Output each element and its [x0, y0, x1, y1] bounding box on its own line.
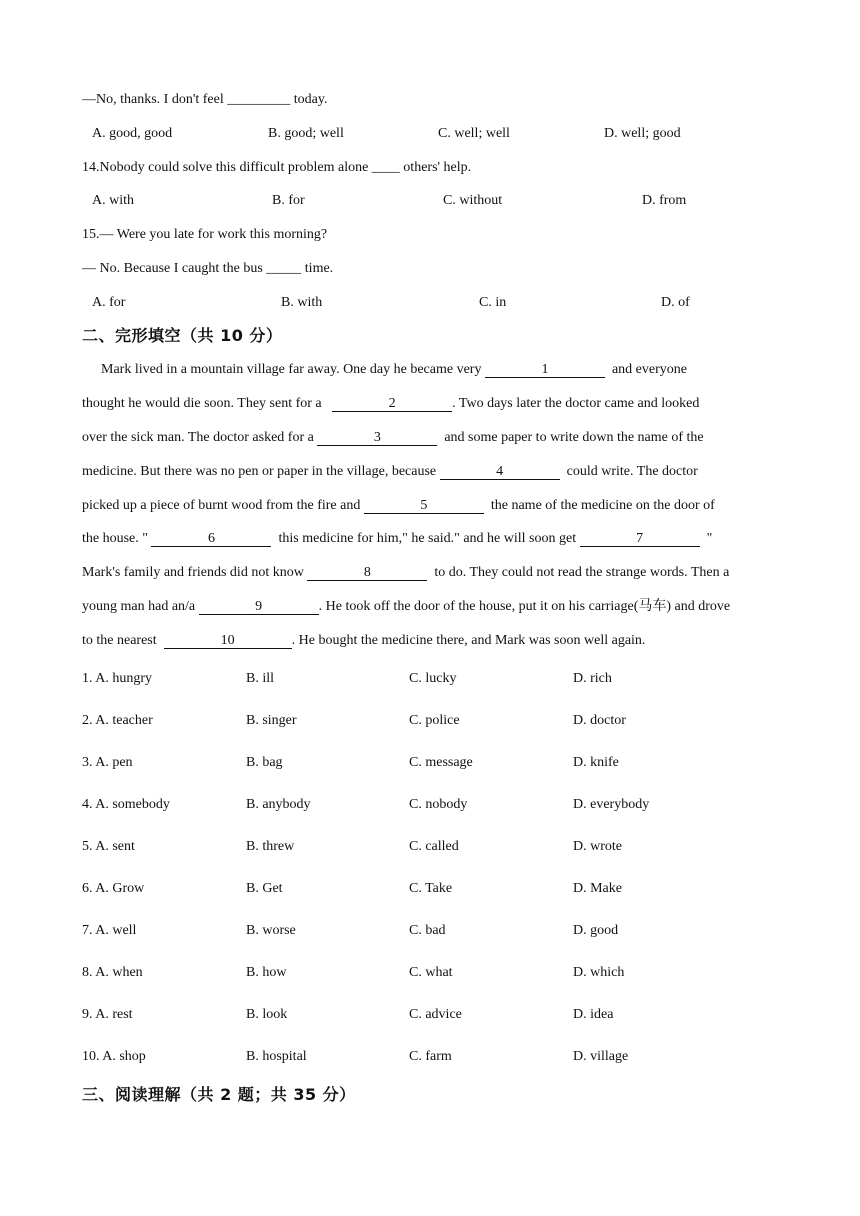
cloze-question-row — [82, 754, 782, 772]
cloze-option-b: B. worse — [246, 923, 296, 938]
option-d: D. well; good — [604, 126, 681, 141]
cloze-line — [82, 564, 782, 582]
cloze-option-d: D. good — [573, 923, 619, 938]
cloze-option-c: C. bad — [409, 923, 446, 938]
cloze-option-a: 1. A. hungry — [82, 671, 152, 686]
cloze-option-b: B. ill — [246, 671, 275, 686]
cloze-text: over the sick man. The doctor asked for a — [82, 430, 318, 445]
section-heading-reading: 三、阅读理解（共 2 题；共 35 分） — [82, 1085, 356, 1104]
cloze-option-a: 7. A. well — [82, 923, 137, 938]
cloze-text: the name of the medicine on the door of — [483, 498, 715, 513]
cloze-text: . He bought the medicine there, and Mark was soon well again. — [291, 633, 646, 648]
cloze-option-a: 5. A. sent — [82, 839, 135, 854]
cloze-option-d: D. doctor — [573, 713, 626, 728]
cloze-option-a: 8. A. when — [82, 965, 143, 980]
cloze-line — [82, 429, 782, 447]
cloze-blank: 10 — [164, 633, 292, 649]
cloze-question-row — [82, 964, 782, 982]
cloze-option-a: 6. A. Grow — [82, 881, 145, 896]
cloze-line — [82, 632, 782, 650]
cloze-line — [82, 497, 782, 515]
cloze-option-d: D. village — [573, 1049, 629, 1064]
cloze-line — [82, 598, 782, 616]
cloze-option-c: C. called — [409, 839, 459, 854]
cloze-option-a: 4. A. somebody — [82, 797, 170, 812]
cloze-option-c: C. message — [409, 755, 473, 770]
option-a: A. with — [92, 193, 134, 208]
cloze-option-d: D. knife — [573, 755, 619, 770]
question-14-stem: 14.Nobody could solve this difficult problem alone ____ others' help. — [82, 160, 472, 175]
cloze-option-d: D. wrote — [573, 839, 622, 854]
option-d: D. of — [661, 295, 690, 310]
cloze-question-row — [82, 880, 782, 898]
cloze-blank: 3 — [317, 430, 437, 446]
cloze-text: . He took off the door of the house, put it on his carriage(马车) and drove — [318, 599, 731, 614]
cloze-question-row — [82, 712, 782, 730]
cloze-text: young man had an/a — [82, 599, 199, 614]
cloze-option-c: C. Take — [409, 881, 453, 896]
cloze-option-d: D. rich — [573, 671, 612, 686]
cloze-text: Mark's family and friends did not know — [82, 565, 308, 580]
cloze-option-b: B. hospital — [246, 1049, 307, 1064]
option-a: A. good, good — [92, 126, 173, 141]
cloze-option-b: B. how — [246, 965, 287, 980]
question-15-stem: 15.— Were you late for work this morning? — [82, 227, 328, 242]
cloze-option-b: B. anybody — [246, 797, 311, 812]
cloze-option-c: C. advice — [409, 1007, 462, 1022]
option-b: B. with — [281, 295, 323, 310]
cloze-option-b: B. Get — [246, 881, 283, 896]
cloze-text: picked up a piece of burnt wood from the fire and — [82, 498, 364, 513]
cloze-question-row — [82, 838, 782, 856]
cloze-text: could write. The doctor — [559, 464, 698, 479]
option-c: C. well; well — [438, 126, 510, 141]
cloze-blank: 2 — [332, 396, 452, 412]
cloze-line — [82, 395, 782, 413]
cloze-blank: 4 — [440, 464, 560, 480]
option-b: B. for — [272, 193, 305, 208]
cloze-text: the house. " — [82, 531, 152, 546]
cloze-line — [82, 530, 782, 548]
cloze-blank: 7 — [580, 531, 700, 547]
cloze-option-b: B. threw — [246, 839, 295, 854]
question-13-options — [92, 125, 792, 143]
cloze-option-a: 2. A. teacher — [82, 713, 153, 728]
cloze-option-b: B. bag — [246, 755, 283, 770]
cloze-text: . Two days later the doctor came and looked — [452, 396, 700, 411]
cloze-option-c: C. what — [409, 965, 453, 980]
cloze-option-c: C. lucky — [409, 671, 457, 686]
cloze-question-row — [82, 1048, 782, 1066]
cloze-option-c: C. police — [409, 713, 460, 728]
cloze-text: thought he would die soon. They sent for a — [82, 396, 333, 411]
question-14-options — [92, 192, 792, 210]
cloze-option-a: 10. A. shop — [82, 1049, 146, 1064]
cloze-option-b: B. singer — [246, 713, 297, 728]
cloze-text: to do. They could not read the strange words. Then a — [427, 565, 730, 580]
cloze-text: and everyone — [604, 362, 687, 377]
cloze-blank: 6 — [151, 531, 271, 547]
option-d: D. from — [642, 193, 687, 208]
option-c: C. in — [479, 295, 507, 310]
option-a: A. for — [92, 295, 126, 310]
cloze-blank: 8 — [307, 565, 427, 581]
cloze-text: medicine. But there was no pen or paper in the village, because — [82, 464, 440, 479]
cloze-question-row — [82, 1006, 782, 1024]
cloze-option-d: D. which — [573, 965, 625, 980]
cloze-blank: 9 — [199, 599, 319, 615]
cloze-option-d: D. Make — [573, 881, 622, 896]
cloze-question-row — [82, 922, 782, 940]
cloze-line — [82, 361, 801, 379]
option-b: B. good; well — [268, 126, 344, 141]
cloze-blank: 1 — [485, 362, 605, 378]
cloze-option-d: D. idea — [573, 1007, 614, 1022]
section-heading-cloze: 二、完形填空（共 10 分） — [82, 326, 283, 345]
cloze-text: " — [699, 531, 713, 546]
cloze-text: and some paper to write down the name of the — [437, 430, 704, 445]
cloze-option-d: D. everybody — [573, 797, 650, 812]
cloze-text: Mark lived in a mountain village far away. One day he became very — [101, 362, 485, 377]
cloze-text: this medicine for him," he said." and he will soon get — [271, 531, 580, 546]
question-13-reply: —No, thanks. I don't feel _________ today. — [82, 92, 328, 107]
option-c: C. without — [443, 193, 503, 208]
cloze-text: to the nearest — [82, 633, 164, 648]
cloze-question-row — [82, 670, 782, 688]
cloze-question-row — [82, 796, 782, 814]
cloze-option-a: 3. A. pen — [82, 755, 133, 770]
question-15-reply: — No. Because I caught the bus _____ time. — [82, 261, 334, 276]
cloze-line — [82, 463, 782, 481]
cloze-option-b: B. look — [246, 1007, 288, 1022]
cloze-blank: 5 — [364, 498, 484, 514]
cloze-option-c: C. nobody — [409, 797, 468, 812]
cloze-option-c: C. farm — [409, 1049, 452, 1064]
question-15-options — [92, 294, 792, 312]
cloze-option-a: 9. A. rest — [82, 1007, 133, 1022]
